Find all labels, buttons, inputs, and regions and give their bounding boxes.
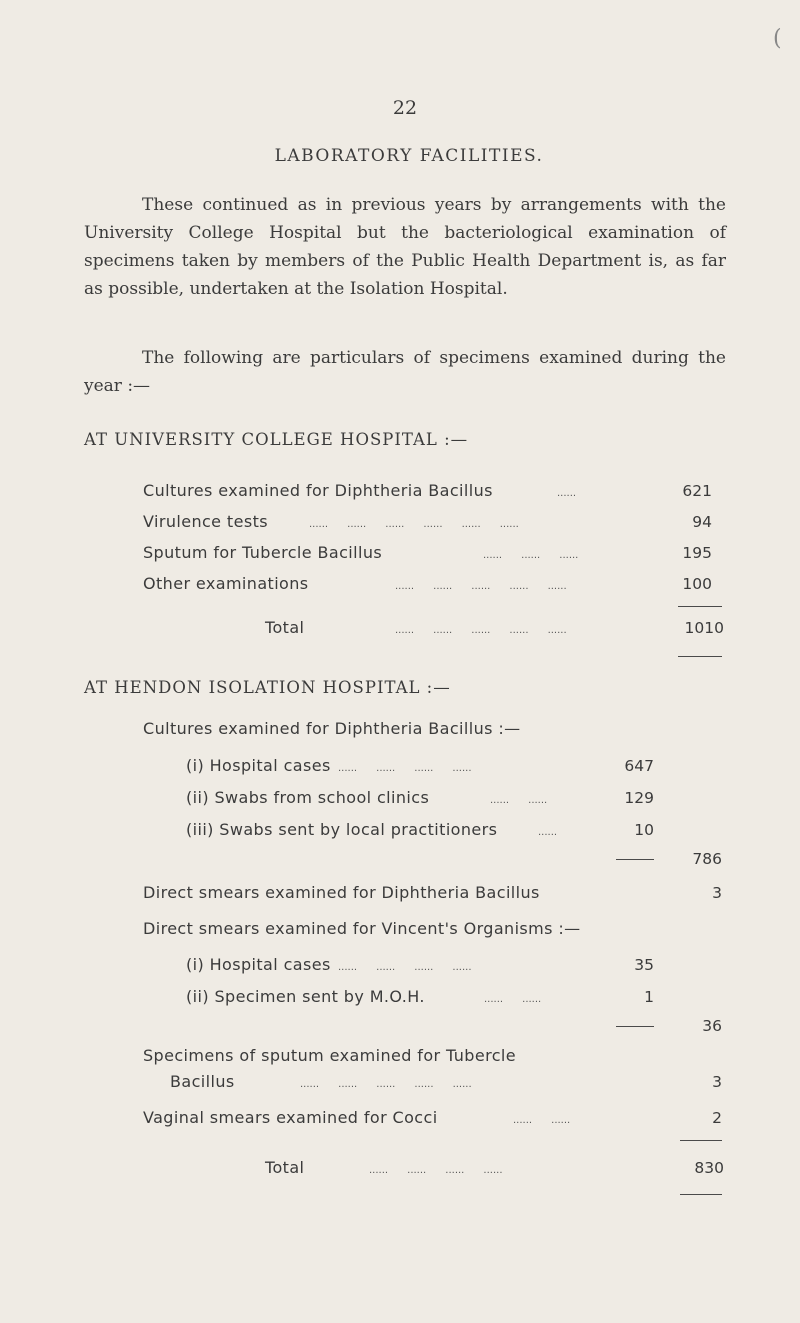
leader-dots: ...... <box>557 488 577 499</box>
total-row <box>265 1158 665 1180</box>
row-label: Cultures examined for Diphtheria Bacillus <box>143 481 493 500</box>
row-value: 1 <box>644 988 654 1006</box>
table-row <box>186 820 606 842</box>
sputum-label: Specimens of sputum examined for Tubercle <box>143 1046 516 1065</box>
page-title: LABORATORY FACILITIES. <box>274 146 544 166</box>
table-row <box>170 1072 590 1094</box>
corner-mark: ( <box>773 26 782 51</box>
row-label: (ii) Specimen sent by M.O.H. <box>186 987 425 1006</box>
row-label: Virulence tests <box>143 512 268 531</box>
leader-dots: ...... ...... <box>490 795 548 806</box>
leader-dots: ...... ...... ...... ...... ...... <box>395 625 567 636</box>
row-label: Other examinations <box>143 574 309 593</box>
table-row <box>143 1108 613 1130</box>
hendon-heading: AT HENDON ISOLATION HOSPITAL :— <box>84 678 451 697</box>
row-value: 94 <box>692 513 712 531</box>
sum-rule <box>616 859 654 860</box>
row-value: 10 <box>634 821 654 839</box>
table-row <box>143 543 663 565</box>
table-row <box>143 512 663 534</box>
leader-dots: ...... ...... ...... ...... ...... ...... <box>309 519 519 530</box>
row-value: 129 <box>624 789 654 807</box>
vaginal-value: 2 <box>712 1109 722 1127</box>
row-value: 621 <box>682 482 712 500</box>
row-label: (i) Hospital cases <box>186 756 331 775</box>
total-row <box>265 618 665 640</box>
sum-rule <box>616 1026 654 1027</box>
total-value: 830 <box>694 1159 724 1177</box>
row-label: Sputum for Tubercle Bacillus <box>143 543 383 562</box>
sum-rule <box>678 656 722 657</box>
direct-diphtheria-value: 3 <box>712 884 722 902</box>
row-label: (iii) Swabs sent by local practitioners <box>186 820 498 839</box>
table-row <box>143 481 663 503</box>
leader-dots: ...... ...... ...... ...... <box>369 1165 503 1176</box>
ucl-heading: AT UNIVERSITY COLLEGE HOSPITAL :— <box>84 430 469 449</box>
leader-dots: ...... ...... ...... ...... <box>338 962 472 973</box>
leader-dots: ...... ...... ...... <box>483 550 579 561</box>
page-number: 22 <box>392 97 418 119</box>
leader-dots: ...... <box>538 827 558 838</box>
row-label: Bacillus <box>170 1072 235 1091</box>
subtotal-value: 36 <box>702 1017 722 1035</box>
intro-paragraph: These continued as in previous years by arrangements with the University College Hospital but the bacteriological examination of specimens taken by members of the Public Health Department is, as far as possible, undertaken at the Isolation Hospital. <box>84 195 726 299</box>
table-row <box>143 574 663 596</box>
table-row <box>186 788 606 810</box>
row-label: Vaginal smears examined for Cocci <box>143 1108 438 1127</box>
total-label: Total <box>265 1158 305 1177</box>
table-row <box>186 955 606 977</box>
leader-dots: ...... ...... <box>513 1115 571 1126</box>
sum-rule <box>680 1194 722 1195</box>
row-label: (i) Hospital cases <box>186 955 331 974</box>
sputum-value: 3 <box>712 1073 722 1091</box>
total-label: Total <box>265 618 305 637</box>
vincent-heading: Direct smears examined for Vincent's Organisms :— <box>143 919 581 938</box>
sum-rule <box>678 606 722 607</box>
particulars-paragraph: The following are particulars of specimens examined during the year :— <box>84 348 726 396</box>
row-value: 35 <box>634 956 654 974</box>
row-value: 100 <box>682 575 712 593</box>
direct-diphtheria-label: Direct smears examined for Diphtheria Bacillus <box>143 883 540 902</box>
sum-rule <box>680 1140 722 1141</box>
table-row <box>186 987 606 1009</box>
row-value: 195 <box>682 544 712 562</box>
leader-dots: ...... ...... ...... ...... ...... <box>300 1079 472 1090</box>
total-value: 1010 <box>684 619 724 637</box>
leader-dots: ...... ...... <box>484 994 542 1005</box>
row-value: 647 <box>624 757 654 775</box>
row-label: (ii) Swabs from school clinics <box>186 788 430 807</box>
table-row <box>186 756 606 778</box>
leader-dots: ...... ...... ...... ...... ...... <box>395 581 567 592</box>
cultures-heading: Cultures examined for Diphtheria Bacillus :— <box>143 719 521 738</box>
subtotal-value: 786 <box>692 850 722 868</box>
leader-dots: ...... ...... ...... ...... <box>338 763 472 774</box>
